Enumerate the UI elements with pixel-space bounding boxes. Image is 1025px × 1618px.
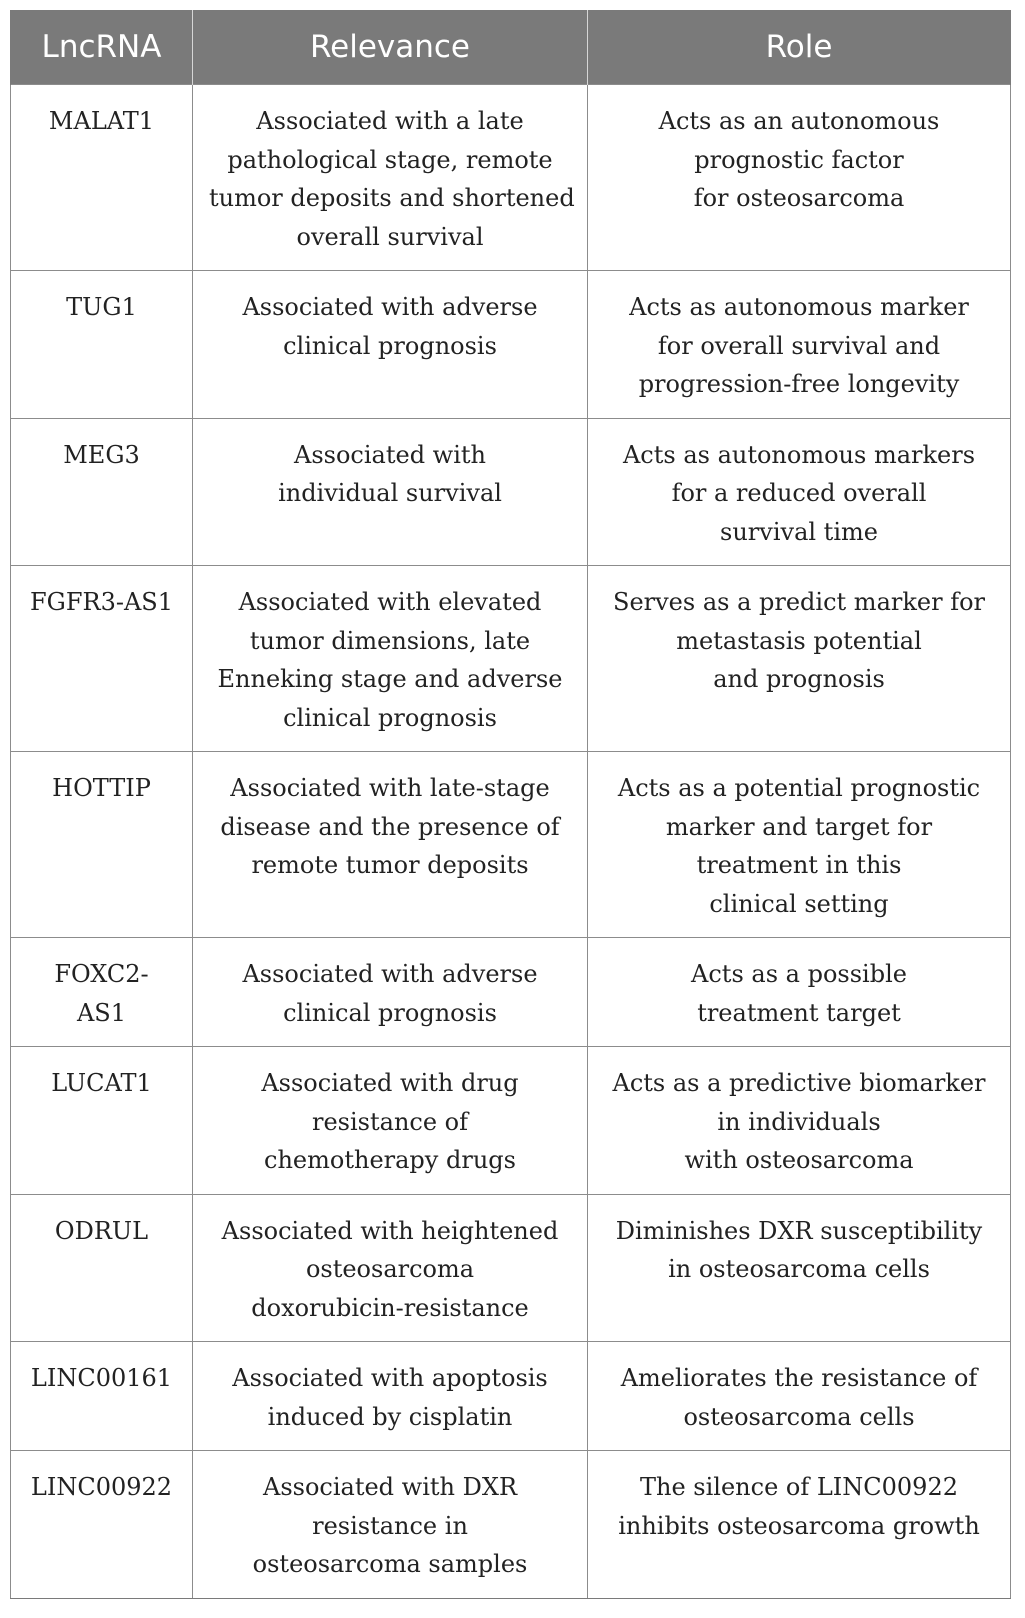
cell-role-line: The silence of LINC00922 — [640, 1473, 958, 1501]
cell-relevance-line: osteosarcoma samples — [252, 1550, 528, 1578]
cell-relevance — [193, 85, 588, 271]
cell-role — [588, 1194, 1011, 1342]
cell-relevance-line: Associated with heightened — [221, 1216, 559, 1245]
cell-relevance-line: tumor dimensions, late — [249, 626, 531, 655]
cell-role-line: Ameliorates the resistance of — [620, 1364, 978, 1392]
cell-relevance — [193, 1194, 588, 1342]
cell-lncrna-line: FOXC2- — [54, 960, 149, 988]
header-lncrna: LncRNA — [11, 10, 193, 85]
cell-relevance — [193, 1342, 588, 1451]
cell-role-line: treatment in this — [696, 851, 902, 879]
lncrna-table-container — [10, 10, 1010, 1599]
cell-role-line: survival time — [720, 517, 878, 546]
cell-relevance-line: Associated with elevated — [238, 588, 542, 616]
cell-role-line: for a reduced overall — [671, 479, 927, 507]
cell-lncrna — [11, 938, 193, 1047]
cell-relevance — [193, 1047, 588, 1195]
cell-relevance-line: Associated with — [294, 440, 486, 469]
cell-role — [588, 1342, 1011, 1451]
cell-role-line: in individuals — [717, 1107, 881, 1136]
cell-role — [588, 271, 1011, 419]
cell-role-line: Acts as a possible — [691, 960, 907, 988]
cell-relevance — [193, 271, 588, 419]
cell-role — [588, 752, 1011, 938]
cell-relevance-line: Enneking stage and adverse — [217, 665, 563, 693]
table-row — [11, 85, 1011, 271]
cell-relevance-line: resistance in — [312, 1511, 468, 1540]
cell-relevance — [193, 1451, 588, 1599]
cell-relevance-line: chemotherapy drugs — [264, 1146, 516, 1174]
cell-lncrna — [11, 752, 193, 938]
cell-role — [588, 938, 1011, 1047]
cell-lncrna-line: AS1 — [76, 998, 127, 1027]
cell-role — [588, 1451, 1011, 1599]
table-row — [11, 1194, 1011, 1342]
cell-role-line: in osteosarcoma cells — [668, 1255, 930, 1283]
cell-role-line: and prognosis — [713, 665, 885, 693]
cell-role-line: clinical setting — [709, 889, 889, 918]
cell-lncrna — [11, 566, 193, 752]
cell-lncrna — [11, 271, 193, 419]
cell-role-line: Serves as a predict marker for — [613, 588, 985, 616]
cell-relevance-line: resistance of — [312, 1107, 468, 1136]
cell-relevance — [193, 752, 588, 938]
cell-relevance-line: Associated with late-stage — [230, 774, 550, 802]
cell-relevance — [193, 566, 588, 752]
cell-role-line: progression-free longevity — [638, 370, 960, 398]
cell-relevance-line: clinical prognosis — [283, 998, 497, 1027]
cell-relevance-line: individual survival — [278, 479, 502, 507]
table-row — [11, 752, 1011, 938]
cell-relevance-line: remote tumor deposits — [251, 851, 529, 879]
table-row — [11, 938, 1011, 1047]
cell-role-line: marker and target for — [665, 812, 933, 841]
cell-role-line: Acts as a potential prognostic — [617, 774, 981, 802]
cell-role-line: inhibits osteosarcoma growth — [618, 1511, 980, 1540]
table-row — [11, 1047, 1011, 1195]
cell-relevance-line: doxorubicin-resistance — [251, 1293, 529, 1322]
cell-role-line: with osteosarcoma — [684, 1146, 914, 1174]
cell-role-line: Diminishes DXR susceptibility — [615, 1216, 983, 1245]
header-row — [11, 10, 1011, 85]
header-role: Role — [588, 10, 1011, 85]
cell-role — [588, 566, 1011, 752]
cell-lncrna-line: LUCAT1 — [51, 1069, 152, 1097]
cell-relevance-line: osteosarcoma — [305, 1255, 475, 1283]
header-relevance: Relevance — [193, 10, 588, 85]
cell-relevance-line: Associated with adverse — [242, 293, 538, 321]
cell-relevance-line: disease and the presence of — [220, 812, 560, 841]
cell-role-line: Acts as an autonomous — [658, 107, 940, 135]
cell-relevance-line: induced by cisplatin — [267, 1402, 513, 1431]
cell-lncrna-line: LINC00161 — [30, 1364, 173, 1392]
cell-lncrna — [11, 1342, 193, 1451]
cell-relevance-line: tumor deposits and shortened — [209, 184, 575, 212]
cell-role-line: Acts as autonomous marker — [629, 293, 969, 321]
cell-role — [588, 85, 1011, 271]
table-row — [11, 1451, 1011, 1599]
cell-lncrna — [11, 1047, 193, 1195]
cell-relevance — [193, 938, 588, 1047]
cell-role-line: osteosarcoma cells — [683, 1402, 915, 1431]
cell-relevance-line: Associated with DXR — [262, 1473, 518, 1501]
cell-relevance-line: Associated with adverse — [242, 960, 538, 988]
cell-lncrna — [11, 418, 193, 566]
cell-lncrna — [11, 1451, 193, 1599]
cell-role-line: treatment target — [697, 998, 901, 1027]
cell-lncrna-line: LINC00922 — [30, 1473, 173, 1501]
cell-lncrna-line: MEG3 — [63, 440, 140, 469]
cell-relevance — [193, 418, 588, 566]
cell-role — [588, 418, 1011, 566]
cell-relevance-line: Associated with drug — [261, 1069, 519, 1097]
cell-role-line: metastasis potential — [676, 626, 922, 655]
table-header — [11, 10, 1011, 85]
cell-lncrna — [11, 85, 193, 271]
cell-relevance-line: pathological stage, remote — [227, 145, 553, 174]
cell-lncrna-line: ODRUL — [54, 1216, 149, 1245]
cell-role-line: for osteosarcoma — [693, 184, 905, 212]
cell-role-line: Acts as autonomous markers — [622, 440, 976, 469]
cell-role-line: for overall survival and — [657, 331, 941, 360]
cell-lncrna-line: HOTTIP — [52, 774, 151, 802]
cell-role-line: prognostic factor — [694, 145, 904, 174]
cell-lncrna — [11, 1194, 193, 1342]
cell-role — [588, 1047, 1011, 1195]
lncrna-table — [10, 10, 1011, 1599]
cell-role-line: Acts as a predictive biomarker — [612, 1069, 986, 1097]
cell-relevance-line: clinical prognosis — [283, 703, 497, 732]
cell-relevance-line: Associated with a late — [256, 107, 524, 135]
cell-lncrna-line: MALAT1 — [48, 107, 155, 135]
cell-lncrna-line: TUG1 — [66, 293, 137, 321]
table-row — [11, 1342, 1011, 1451]
cell-relevance-line: overall survival — [296, 222, 484, 251]
table-row — [11, 271, 1011, 419]
table-row — [11, 566, 1011, 752]
table-row — [11, 418, 1011, 566]
table-body — [11, 85, 1011, 1599]
cell-relevance-line: Associated with apoptosis — [232, 1364, 548, 1392]
cell-lncrna-line: FGFR3-AS1 — [30, 588, 173, 616]
cell-relevance-line: clinical prognosis — [283, 331, 497, 360]
